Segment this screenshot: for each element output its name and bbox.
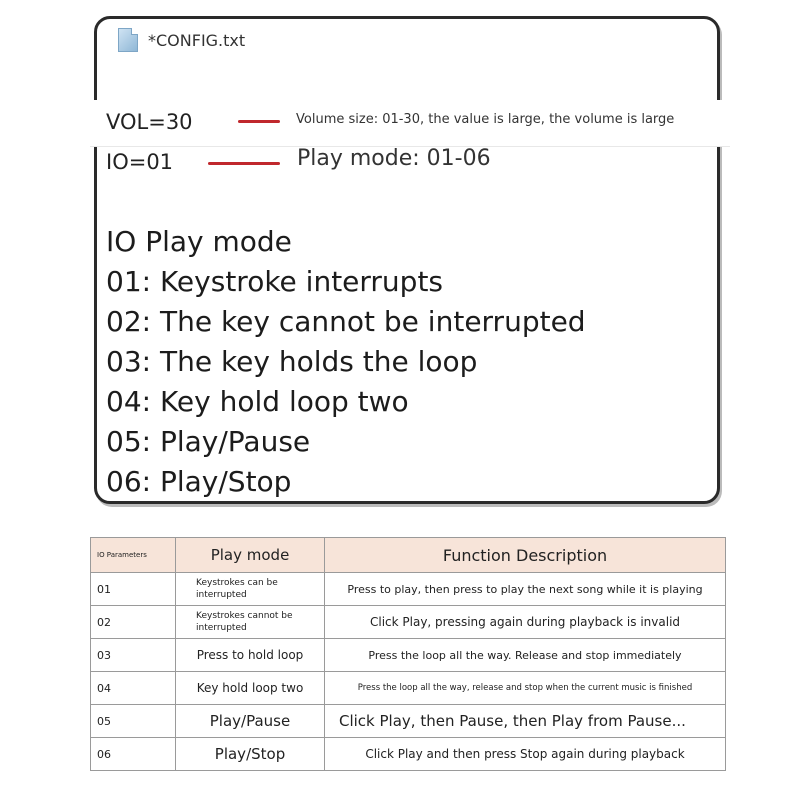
row-io: 01	[91, 573, 176, 606]
document-icon	[118, 28, 138, 52]
vol-setting: VOL=30	[106, 110, 193, 134]
io-parameters-table	[90, 537, 726, 771]
row-desc: Click Play and then press Stop again during playback	[325, 738, 726, 771]
header-function-description: Function Description	[325, 538, 726, 573]
row-mode: Press to hold loop	[176, 639, 325, 672]
header-io-parameters: IO Parameters	[91, 538, 176, 573]
table-row	[91, 738, 726, 771]
io-note: Play mode: 01-06	[297, 146, 491, 171]
row-mode: Keystrokes can be interrupted	[176, 573, 325, 606]
play-mode-item: 05: Play/Pause	[106, 425, 311, 458]
row-io: 02	[91, 606, 176, 639]
io-pointer-line	[208, 162, 280, 165]
table-row	[91, 672, 726, 705]
row-io: 06	[91, 738, 176, 771]
vol-pointer-line	[238, 120, 280, 123]
row-mode: Play/Stop	[176, 738, 325, 771]
row-io: 04	[91, 672, 176, 705]
row-desc: Click Play, pressing again during playback is invalid	[325, 606, 726, 639]
row-desc: Press to play, then press to play the next song while it is playing	[325, 573, 726, 606]
file-title: *CONFIG.txt	[148, 30, 246, 50]
play-mode-item: 03: The key holds the loop	[106, 345, 478, 378]
play-mode-item: 06: Play/Stop	[106, 465, 292, 498]
table-row	[91, 639, 726, 672]
play-mode-heading: IO Play mode	[106, 225, 292, 258]
table-row	[91, 573, 726, 606]
header-play-mode: Play mode	[176, 538, 325, 573]
table-row	[91, 705, 726, 738]
row-io: 05	[91, 705, 176, 738]
play-mode-item: 02: The key cannot be interrupted	[106, 305, 586, 338]
window-title-bar	[118, 28, 245, 52]
row-mode: Keystrokes cannot be interrupted	[176, 606, 325, 639]
play-mode-item: 04: Key hold loop two	[106, 385, 409, 418]
play-mode-list	[106, 222, 586, 502]
play-mode-item: 01: Keystroke interrupts	[106, 265, 444, 298]
row-mode: Key hold loop two	[176, 672, 325, 705]
table-row	[91, 606, 726, 639]
row-desc: Press the loop all the way, release and stop when the current music is finished	[325, 672, 726, 705]
row-mode: Play/Pause	[176, 705, 325, 738]
row-io: 03	[91, 639, 176, 672]
vol-note: Volume size: 01-30, the value is large, the volume is large	[296, 112, 675, 127]
io-setting: IO=01	[106, 150, 174, 174]
row-desc: Click Play, then Pause, then Play from Pause...	[325, 705, 726, 738]
row-desc: Press the loop all the way. Release and stop immediately	[325, 639, 726, 672]
table-header-row	[91, 538, 726, 573]
